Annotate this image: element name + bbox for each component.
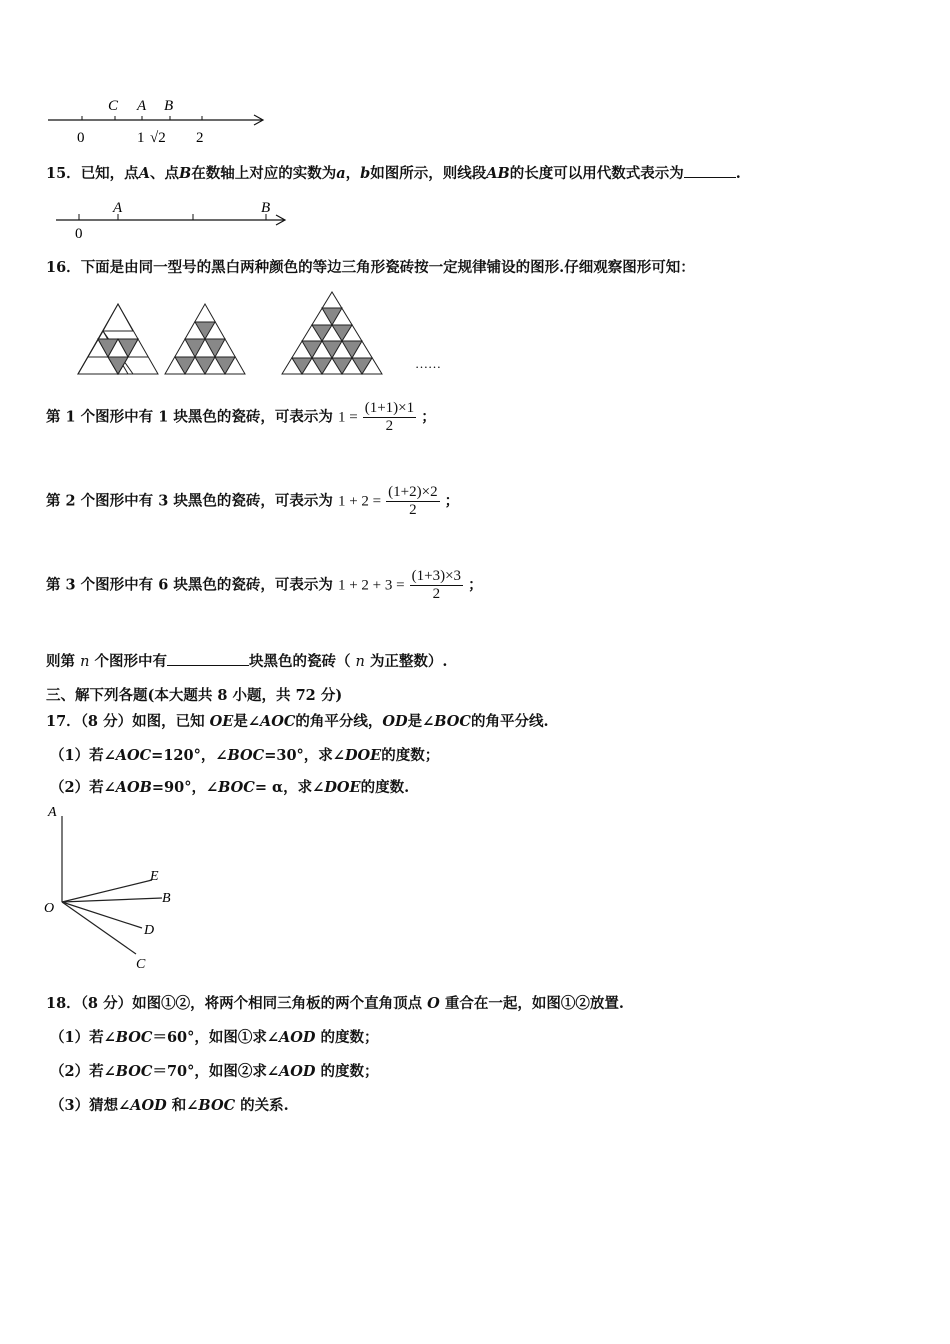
q18-p1-a: 若∠: [89, 1029, 116, 1046]
q17-t4: 是∠: [407, 713, 435, 730]
q16-line-3-lhs: 1 + 2 + 3 =: [337, 577, 405, 594]
q15-var-a: a: [336, 165, 346, 182]
tile-figure-3: [282, 292, 382, 374]
q17-part-1: [50, 744, 439, 765]
q17-text: [46, 710, 549, 731]
q17-t2: 是∠: [233, 713, 260, 730]
q16-text: [46, 256, 695, 277]
q17-p1-g: 的度数；: [381, 747, 440, 764]
q18-p3-c: 和∠: [166, 1097, 199, 1114]
angle-label-o: O: [44, 901, 55, 916]
q18-p1-d: AOD: [279, 1029, 316, 1046]
angle-label-c: C: [136, 957, 146, 972]
section-3-title: 三、解下列各题(本大题共 8 小题，共 72 分): [46, 687, 343, 704]
q18-p1-b: BOC: [115, 1029, 153, 1046]
q15-t5: 如图所示，则线段: [370, 165, 487, 182]
q15-t2: 、点: [149, 165, 179, 182]
q18-p1-c: ＝60°，如图①求∠: [152, 1029, 280, 1046]
q16-line-2-numerator: (1+2)×2: [388, 484, 438, 500]
q16-question-mid: 个图形中有: [94, 653, 167, 670]
nl1-tick-sqrt2: √2: [150, 130, 166, 146]
q16-answer-blank[interactable]: [167, 651, 249, 666]
q16-question-end: 为正整数）.: [369, 653, 448, 670]
q16-line-3-fraction: [410, 568, 463, 603]
tile-ellipsis: ……: [415, 356, 441, 371]
q16-line-2-lhs: 1 + 2 =: [337, 493, 382, 510]
q16-line-1-fraction: [363, 400, 416, 435]
q17-p1-f: DOE: [344, 747, 382, 764]
q16-line-1-lhs: 1 =: [337, 409, 358, 426]
angle-label-e: E: [150, 869, 159, 884]
tile-figure-2: [165, 304, 245, 374]
q17-t5: 的角平分线.: [470, 713, 549, 730]
q17-number: 17．: [46, 713, 81, 730]
nl1-label-c: C: [108, 98, 119, 114]
q15-text: [46, 162, 741, 183]
q18-point-o: O: [427, 995, 440, 1012]
q18-body: （8 分）如图①②，将两个相同三角板的两个直角顶点: [80, 995, 423, 1012]
q16-line-1-text: 第 1 个图形中有 1 块黑色的瓷砖，可表示为: [46, 408, 333, 426]
q17-aoc: AOC: [259, 713, 296, 730]
triangle-tiles-figure: [70, 288, 470, 380]
q18-p2-label: （2）: [50, 1063, 90, 1080]
q16-line-2-fraction: [386, 484, 439, 519]
q17-p2-f: DOE: [324, 779, 361, 796]
nl1-label-b: B: [164, 98, 174, 114]
q15-var-b: b: [360, 165, 371, 182]
q17-p2-c: =90°，∠: [151, 779, 219, 796]
q17-boc: BOC: [434, 713, 471, 730]
q16-var-n-2: n: [355, 654, 365, 670]
q17-p2-a: 若∠: [89, 779, 116, 796]
number-line-1: [40, 92, 270, 150]
nl1-tick-2: 2: [196, 130, 204, 146]
q16-question-mid2: 块黑色的瓷砖（: [248, 653, 351, 670]
q16-line-3-end: ；: [468, 576, 483, 594]
q17-oe: OE: [209, 713, 234, 730]
q18-p2-c: ＝70°，如图②求∠: [152, 1063, 280, 1080]
q18-number: 18．: [46, 995, 81, 1012]
nl1-tick-0: 0: [77, 130, 85, 146]
q16-line-1-end: ；: [421, 408, 436, 426]
q16-line-1-numerator: (1+1)×1: [364, 400, 415, 416]
q16-line-2: [46, 484, 459, 519]
q17-t3: 的角平分线，: [295, 713, 383, 730]
q15-point-a: A: [138, 165, 150, 182]
q17-t1: 如图，已知: [132, 713, 205, 730]
q17-p1-d: BOC: [227, 747, 265, 764]
q16-question: [46, 650, 448, 671]
angle-label-b: B: [162, 891, 171, 906]
q15-t4: ，: [345, 165, 361, 182]
nl1-label-a: A: [137, 98, 147, 114]
q16-line-2-end: ；: [444, 492, 460, 510]
q18-p2-d: AOD: [279, 1063, 316, 1080]
q16-number: 16．: [46, 259, 81, 276]
q15-point-b: B: [178, 165, 192, 182]
q17-p2-g: 的度数.: [360, 779, 410, 796]
nl2-label-0: 0: [75, 226, 83, 242]
q17-p1-b: AOC: [115, 747, 152, 764]
q16-line-3-denominator: 2: [432, 586, 441, 602]
q15-segment-ab: AB: [486, 165, 510, 182]
q16-question-pre: 则第: [46, 653, 75, 670]
angle-label-d: D: [144, 923, 155, 938]
q16-line-1: [46, 400, 436, 435]
q16-line-3-numerator: (1+3)×3: [411, 568, 462, 584]
q15-t3: 在数轴上对应的实数为: [191, 165, 337, 182]
q17-p2-label: （2）: [50, 779, 90, 796]
q18-p3-e: 的关系.: [235, 1097, 289, 1114]
q16-line-2-denominator: 2: [409, 502, 417, 518]
q16-line-3-text: 第 3 个图形中有 6 块黑色的瓷砖，可表示为: [46, 576, 333, 594]
tile-figure-1: [78, 304, 158, 374]
angle-figure: [38, 802, 188, 974]
q16-line-1-denominator: 2: [385, 418, 394, 434]
q15-number: 15．: [46, 165, 81, 182]
nl2-label-a: A: [113, 200, 123, 216]
q17-p2-b: AOB: [115, 779, 152, 796]
q18-part-2: [50, 1060, 379, 1081]
q18-body-2: 重合在一起，如图①②放置.: [444, 995, 624, 1012]
q15-t7: .: [735, 165, 741, 182]
q18-p3-label: （3）: [50, 1097, 90, 1114]
q17-part-2: [50, 776, 409, 797]
q17-p2-d: BOC: [218, 779, 255, 796]
q18-p2-b: BOC: [115, 1063, 153, 1080]
q15-t6: 的长度可以用代数式表示为: [509, 165, 684, 182]
q16-var-n: n: [80, 654, 90, 670]
q18-p3-a: 猜想∠: [89, 1097, 131, 1114]
q17-od: OD: [382, 713, 408, 730]
q18-part-1: [50, 1026, 379, 1047]
q15-answer-blank[interactable]: [684, 163, 736, 178]
q17-score: （8 分）: [80, 713, 133, 730]
q18-text: [46, 992, 624, 1013]
q17-p1-e: =30°，求∠: [264, 747, 345, 764]
q18-part-3: [50, 1094, 289, 1115]
q16-line-3: [46, 568, 483, 603]
q15-t1: 已知，点: [80, 165, 139, 182]
q18-p3-b: AOD: [130, 1097, 167, 1114]
angle-label-a: A: [48, 805, 57, 820]
q18-p2-e: 的度数；: [315, 1063, 379, 1080]
q18-p3-d: BOC: [198, 1097, 236, 1114]
q16-body: 下面是由同一型号的黑白两种颜色的等边三角形瓷砖按一定规律铺设的图形.仔细观察图形可知：: [80, 259, 695, 276]
q18-p1-e: 的度数；: [315, 1029, 379, 1046]
number-line-2: [50, 196, 290, 244]
q17-p2-e: = α，求∠: [254, 779, 325, 796]
q17-p1-label: （1）: [50, 747, 90, 764]
nl2-label-b: B: [261, 200, 271, 216]
nl1-tick-1: 1: [137, 130, 145, 146]
q17-p1-c: =120°，∠: [151, 747, 228, 764]
q18-p1-label: （1）: [50, 1029, 90, 1046]
q18-p2-a: 若∠: [89, 1063, 116, 1080]
q17-p1-a: 若∠: [89, 747, 116, 764]
q16-line-2-text: 第 2 个图形中有 3 块黑色的瓷砖，可表示为: [46, 492, 333, 510]
